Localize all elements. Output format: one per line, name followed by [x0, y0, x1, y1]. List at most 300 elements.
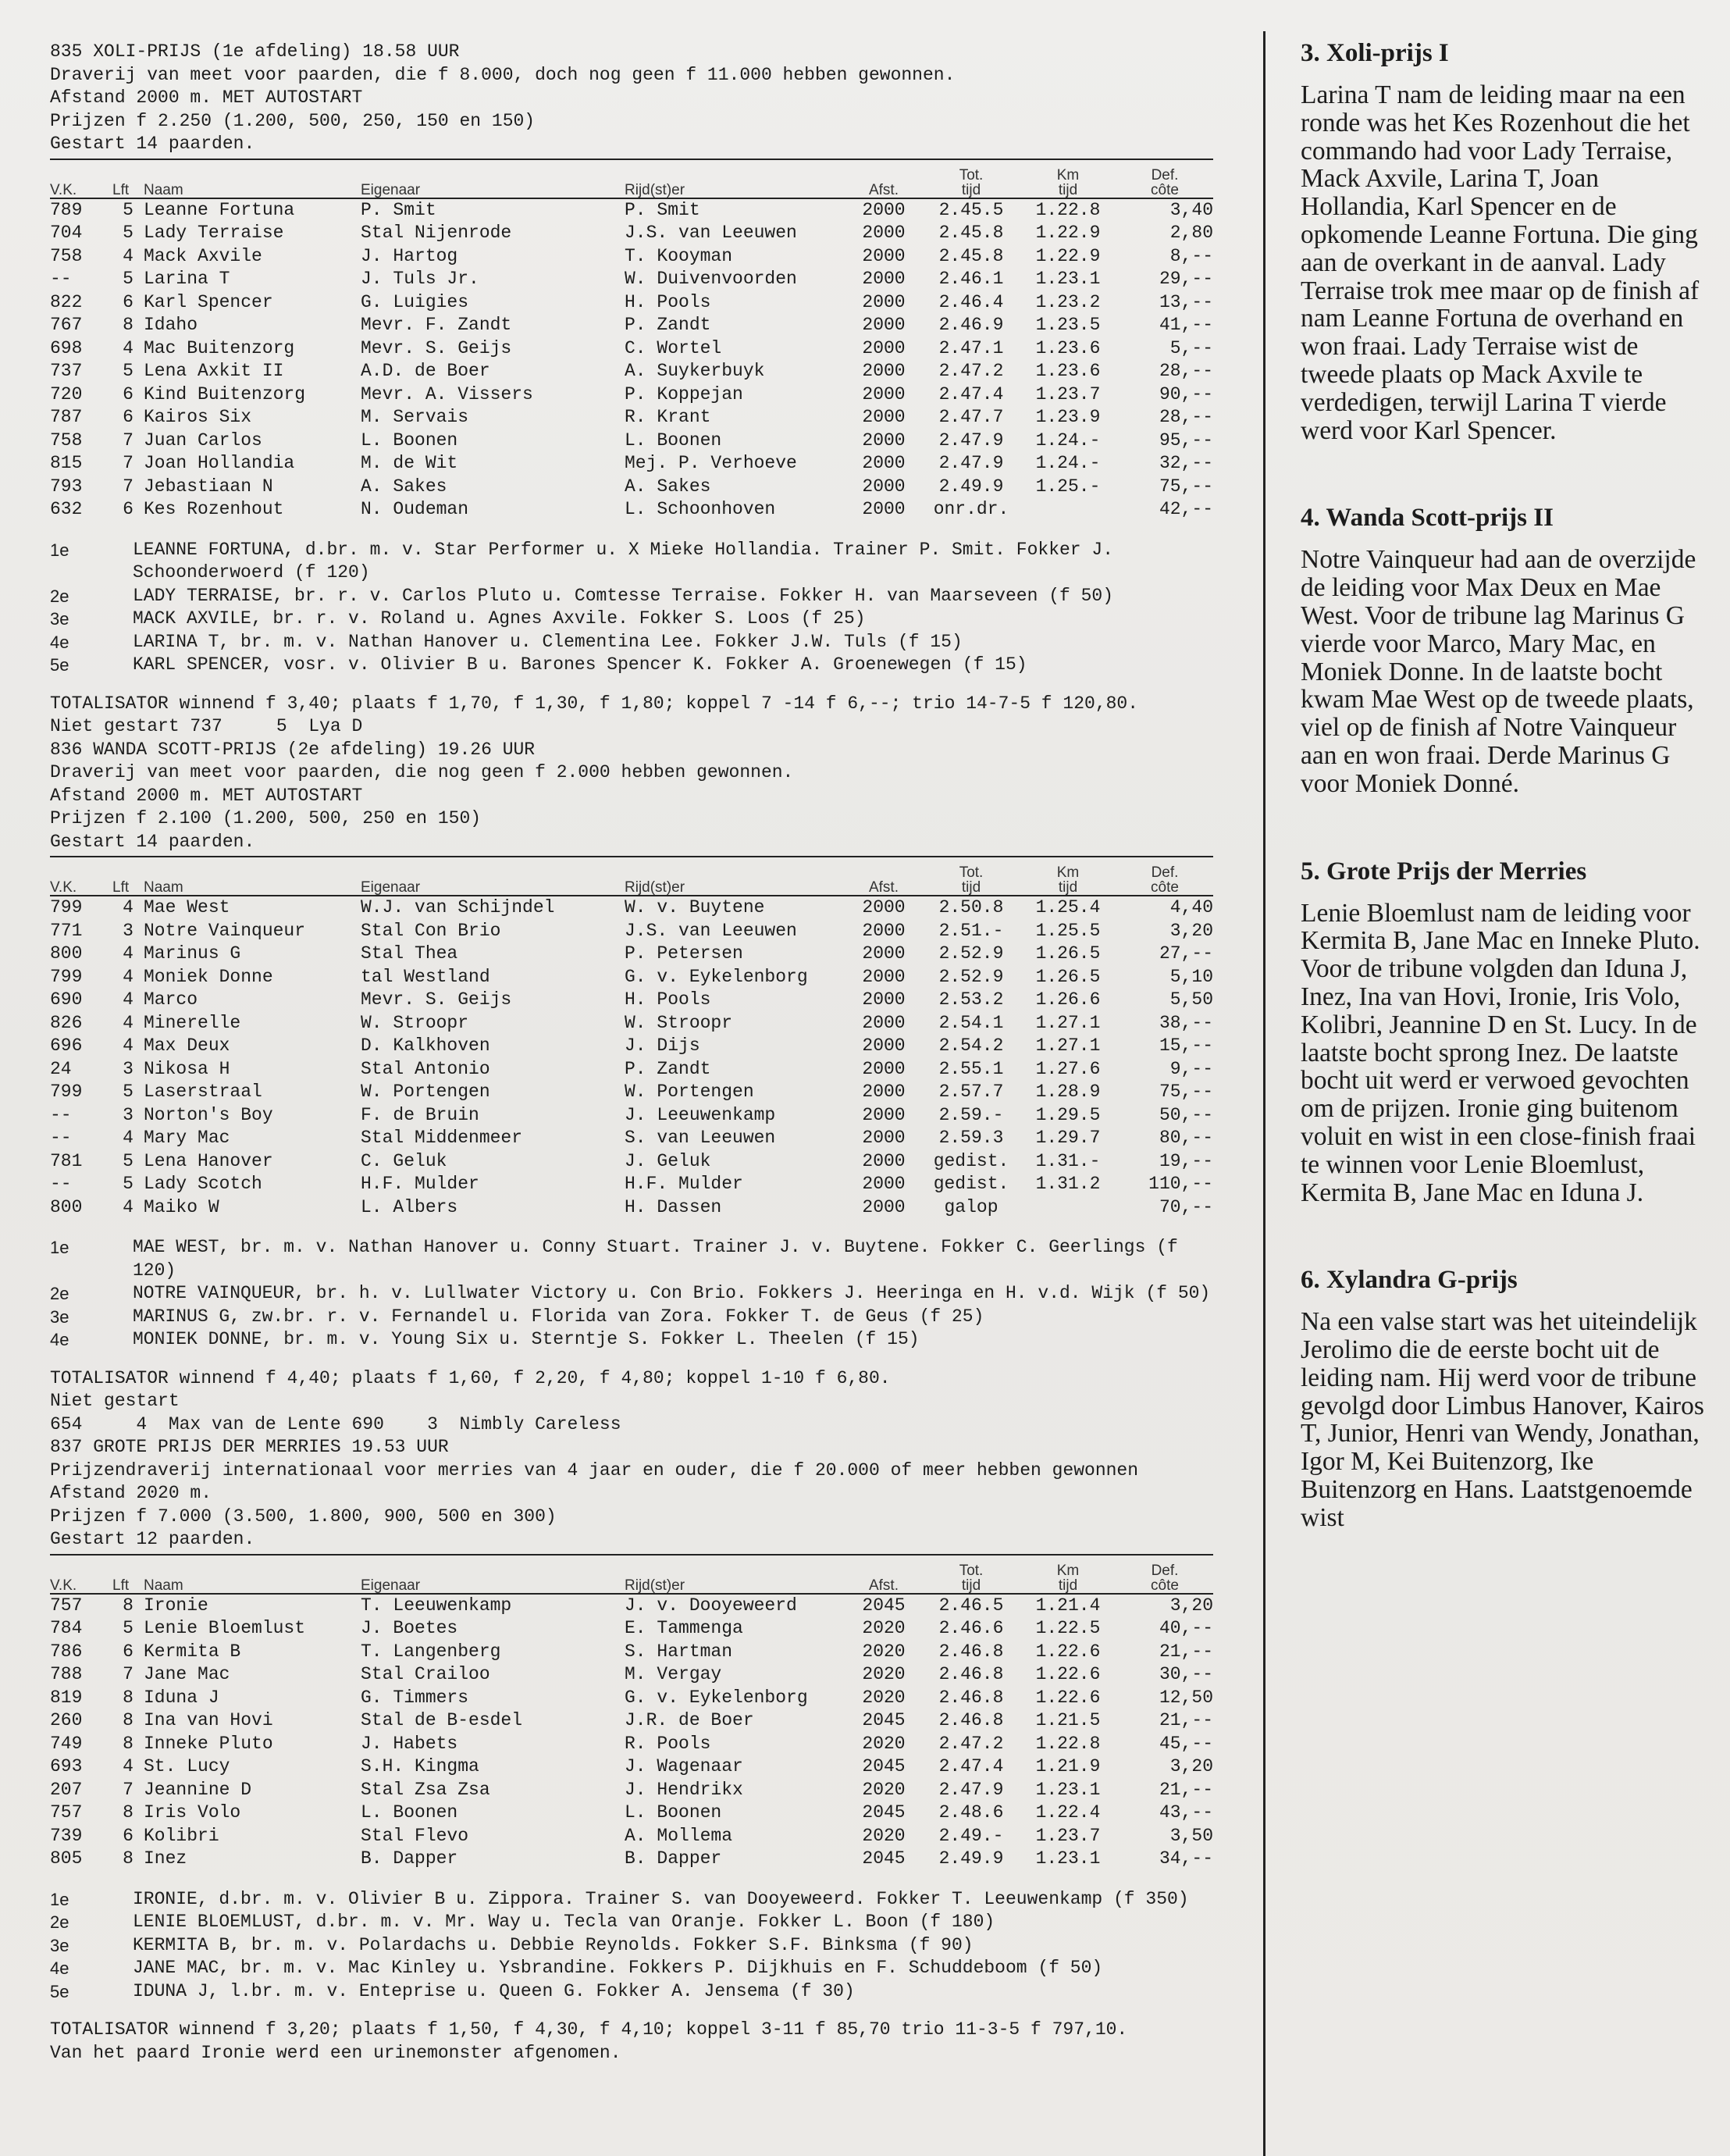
- cell-def-cote: 4,40: [1169, 897, 1213, 918]
- cell-naam: Jebastiaan N: [144, 476, 273, 497]
- cell-naam: Notre Vainqueur: [144, 920, 306, 941]
- cell-tot-tijd: 2.52.9: [938, 943, 1004, 964]
- cell-naam: Kairos Six: [144, 407, 252, 427]
- cell-def-cote: 27,--: [1159, 943, 1213, 964]
- cell-lft: 4: [123, 1196, 133, 1217]
- table-row: [50, 198, 1213, 223]
- cell-tot-tijd: 2.54.2: [938, 1035, 1004, 1056]
- cell-afst: 2020: [862, 1687, 906, 1708]
- cell-eigenaar: Stal de B-esdel: [361, 1710, 523, 1730]
- table-row: [50, 1035, 1213, 1058]
- table-row: [50, 1150, 1213, 1174]
- table-top-rule: [50, 1554, 1213, 1556]
- cell-afst: 2000: [862, 989, 906, 1010]
- table-row: [50, 1801, 1213, 1825]
- cell-afst: 2000: [862, 269, 906, 289]
- cell-rijder: R. Pools: [625, 1733, 711, 1754]
- cell-rijder: L. Schoonhoven: [625, 499, 776, 519]
- cell-def-cote: 3,20: [1169, 1756, 1213, 1776]
- race-prizes: Prijzen f 2.100 (1.200, 500, 250 en 150): [50, 808, 482, 829]
- placing-entry: [50, 608, 1221, 631]
- cell-naam: Iduna J: [144, 1687, 219, 1708]
- cell-def-cote: 38,--: [1159, 1012, 1213, 1033]
- cell-rijder: S. van Leeuwen: [625, 1128, 776, 1148]
- cell-afst: 2020: [862, 1618, 906, 1638]
- cell-vk: 784: [50, 1618, 83, 1638]
- cell-tot-tijd: 2.47.9: [938, 429, 1004, 451]
- cell-eigenaar: A. Sakes: [361, 476, 447, 497]
- placing-position: 5e: [50, 1981, 69, 2001]
- race-block: [50, 1436, 1221, 2065]
- cell-rijder: J. Leeuwenkamp: [625, 1104, 776, 1125]
- cell-tot-tijd: 2.50.8: [938, 897, 1004, 918]
- table-row: [50, 1196, 1213, 1223]
- cell-vk: 690: [50, 989, 83, 1010]
- cell-def-cote: 75,--: [1159, 476, 1213, 497]
- column-header-afst: Afst.: [868, 1577, 899, 1594]
- cell-afst: 2000: [862, 291, 906, 312]
- cell-rijder: E. Tammenga: [625, 1618, 743, 1638]
- cell-afst: 2045: [862, 1756, 906, 1776]
- cell-eigenaar: J. Habets: [361, 1733, 458, 1754]
- cell-eigenaar: H.F. Mulder: [361, 1174, 479, 1194]
- commentary-column: [1301, 37, 1707, 1590]
- cell-km-tijd: 1.25.5: [1035, 920, 1101, 941]
- cell-tot-tijd: 2.46.9: [938, 315, 1004, 335]
- cell-tot-tijd: 2.46.8: [938, 1710, 1004, 1730]
- race-distance: Afstand 2020 m.: [50, 1483, 212, 1503]
- placing-description: LENIE BLOEMLUST, d.br. m. v. Mr. Way u. Tecla van Oranje. Fokker L. Boon (f 180): [133, 1912, 995, 1932]
- race-title: 836 WANDA SCOTT-PRIJS (2e afdeling) 19.26 UUR: [50, 739, 536, 760]
- cell-km-tijd: 1.31.2: [1035, 1174, 1101, 1194]
- cell-rijder: H.F. Mulder: [625, 1174, 743, 1194]
- table-row: [50, 337, 1213, 361]
- table-row: [50, 896, 1213, 920]
- column-header-naam: Naam: [144, 1577, 183, 1594]
- cell-afst: 2020: [862, 1779, 906, 1800]
- cell-km-tijd: 1.29.5: [1035, 1104, 1101, 1125]
- cell-rijder: P. Petersen: [625, 943, 743, 964]
- cell-rijder: G. v. Eykelenborg: [625, 1687, 808, 1708]
- column-header-vk: V.K.: [50, 181, 77, 198]
- cell-afst: 2000: [862, 223, 906, 243]
- cell-eigenaar: tal Westland: [361, 966, 490, 987]
- table-row: [50, 498, 1213, 525]
- placing-position: 4e: [50, 632, 69, 652]
- cell-lft: 8: [123, 1733, 133, 1754]
- cell-vk: 693: [50, 1756, 83, 1776]
- cell-tot-tijd: 2.47.4: [938, 383, 1004, 404]
- cell-def-cote: 32,--: [1159, 453, 1213, 473]
- column-header-tot-tijd: Tot. tijd: [959, 1562, 984, 1594]
- placing-description: LEANNE FORTUNA, d.br. m. v. Star Performer u. X Mieke Hollandia. Trainer P. Smit. Fokker J. Schoonderwoerd (f 120): [133, 539, 1114, 583]
- cell-afst: 2000: [862, 943, 906, 964]
- column-header-tot-tijd: Tot. tijd: [959, 166, 984, 198]
- cell-vk: 758: [50, 429, 83, 451]
- cell-afst: 2045: [862, 1710, 906, 1730]
- results-table: [50, 1557, 1213, 1874]
- cell-def-cote: 21,--: [1159, 1710, 1213, 1730]
- table-row: [50, 406, 1213, 429]
- table-row: [50, 966, 1213, 989]
- commentary-section: [1301, 856, 1707, 1207]
- cell-lft: 7: [123, 453, 133, 473]
- cell-eigenaar: T. Langenberg: [361, 1641, 501, 1662]
- placing-description: IRONIE, d.br. m. v. Olivier B u. Zippora. Trainer S. van Dooyeweerd. Fokker T. Leeuwenkamp (f 350): [133, 1888, 1189, 1909]
- cell-afst: 2045: [862, 1802, 906, 1823]
- cell-naam: St. Lucy: [144, 1756, 230, 1776]
- column-header-rijder: Rijd(st)er: [625, 1577, 685, 1594]
- cell-km-tijd: 1.23.5: [1035, 315, 1101, 335]
- cell-tot-tijd: 2.46.5: [938, 1595, 1004, 1616]
- cell-afst: 2000: [862, 1128, 906, 1148]
- cell-afst: 2000: [862, 337, 906, 358]
- column-header-lft: Lft: [112, 181, 130, 198]
- cell-lft: 4: [123, 943, 133, 964]
- commentary-body: Lenie Bloemlust nam de leiding voor Kermita B, Jane Mac en Inneke Pluto. Voor de tribune volgden dan Iduna J, Inez, Ina van Hovi, Ironie, Iris Volo, Kolibri, Jeannine D en St. Lucy. In de laatste bocht sprong Inez. De laatste bocht uit werd er verwoed gevochten om de prijzen. Ironie ging buitenom voluit en wist in een close-finish fraai te winnen voor Lenie Bloemlust, Kermita B, Jane Mac en Iduna J.: [1301, 898, 1700, 1207]
- column-header-km-tijd: Km tijd: [1056, 1562, 1080, 1594]
- cell-def-cote: 3,50: [1169, 1825, 1213, 1846]
- cell-km-tijd: 1.21.5: [1035, 1710, 1101, 1730]
- cell-rijder: B. Dapper: [625, 1848, 722, 1869]
- cell-naam: Lady Scotch: [144, 1174, 262, 1194]
- cell-vk: 739: [50, 1825, 83, 1846]
- cell-naam: Ina van Hovi: [144, 1710, 273, 1730]
- commentary-title: 3. Xoli-prijs I: [1301, 39, 1449, 67]
- placing-position: 3e: [50, 1935, 69, 1955]
- cell-lft: 4: [123, 337, 133, 358]
- cell-afst: 2000: [862, 920, 906, 941]
- table-row: [50, 1012, 1213, 1035]
- placing-entry: [50, 1980, 1221, 2004]
- cell-tot-tijd: 2.45.8: [938, 245, 1004, 266]
- cell-vk: --: [50, 269, 72, 289]
- totalisator-line: Van het paard Ironie werd een urinemonster afgenomen.: [50, 2042, 621, 2063]
- cell-lft: 3: [123, 1104, 133, 1125]
- cell-km-tijd: 1.21.4: [1035, 1595, 1101, 1616]
- column-header-rijder: Rijd(st)er: [625, 879, 685, 896]
- cell-eigenaar: W. Stroopr: [361, 1012, 469, 1033]
- cell-eigenaar: Stal Antonio: [361, 1058, 490, 1079]
- cell-eigenaar: G. Luigies: [361, 291, 469, 312]
- cell-tot-tijd: 2.51.-: [938, 920, 1004, 941]
- cell-vk: 799: [50, 897, 83, 918]
- cell-naam: Max Deux: [144, 1035, 230, 1056]
- placing-entry: [50, 1934, 1221, 1958]
- cell-lft: 8: [123, 1595, 133, 1616]
- cell-lft: 7: [123, 1664, 133, 1684]
- cell-rijder: J. Geluk: [625, 1150, 711, 1171]
- cell-vk: 696: [50, 1035, 83, 1056]
- cell-rijder: Mej. P. Verhoeve: [625, 453, 797, 473]
- cell-eigenaar: Stal Middenmeer: [361, 1128, 523, 1148]
- cell-lft: 5: [123, 361, 133, 381]
- cell-km-tijd: 1.23.6: [1035, 361, 1101, 381]
- cell-lft: 4: [123, 1128, 133, 1148]
- placing-position: 2e: [50, 586, 69, 606]
- race-block: [50, 41, 1221, 739]
- table-row: [50, 1104, 1213, 1128]
- cell-afst: 2000: [862, 1150, 906, 1171]
- table-row: [50, 452, 1213, 476]
- cell-km-tijd: 1.26.6: [1035, 989, 1101, 1010]
- cell-km-tijd: 1.23.2: [1035, 291, 1101, 312]
- cell-km-tijd: 1.21.9: [1035, 1756, 1101, 1776]
- column-header-def-cote: Def. côte: [1151, 166, 1179, 198]
- column-header-km-tijd: Km tijd: [1056, 864, 1080, 896]
- totalisator-line: TOTALISATOR winnend f 3,40; plaats f 1,70, f 1,30, f 1,80; koppel 7 -14 f 6,--; trio 14-7-5 f 120,80.: [50, 693, 1139, 714]
- column-header-eigenaar: Eigenaar: [361, 1577, 421, 1594]
- cell-lft: 7: [123, 429, 133, 451]
- cell-afst: 2000: [862, 383, 906, 404]
- cell-afst: 2000: [862, 499, 906, 519]
- cell-naam: Joan Hollandia: [144, 453, 295, 473]
- cell-afst: 2000: [862, 1196, 906, 1217]
- totalisator: [50, 1367, 1221, 1437]
- cell-eigenaar: Stal Con Brio: [361, 920, 501, 941]
- cell-afst: 2000: [862, 1058, 906, 1079]
- placing-position: 1e: [50, 1238, 69, 1257]
- cell-vk: 771: [50, 920, 83, 941]
- cell-def-cote: 13,--: [1159, 291, 1213, 312]
- cell-afst: 2045: [862, 1595, 906, 1616]
- cell-vk: 720: [50, 383, 83, 404]
- cell-rijder: W. Stroopr: [625, 1012, 733, 1033]
- cell-vk: --: [50, 1128, 72, 1148]
- cell-lft: 7: [123, 476, 133, 497]
- cell-vk: 787: [50, 407, 83, 427]
- placing-position: 4e: [50, 1958, 69, 1978]
- placing-entry: [50, 1957, 1221, 1980]
- placing-description: IDUNA J, l.br. m. v. Enteprise u. Queen G. Fokker A. Jensema (f 30): [133, 1980, 855, 2001]
- cell-naam: Jeannine D: [144, 1779, 252, 1800]
- table-row: [50, 1058, 1213, 1082]
- cell-eigenaar: Stal Zsa Zsa: [361, 1779, 490, 1800]
- cell-def-cote: 70,--: [1159, 1196, 1213, 1217]
- cell-lft: 5: [123, 1174, 133, 1194]
- table-row: [50, 222, 1213, 245]
- column-header-vk: V.K.: [50, 879, 77, 896]
- cell-afst: 2000: [862, 476, 906, 497]
- cell-km-tijd: 1.22.4: [1035, 1802, 1101, 1823]
- placing-description: LARINA T, br. m. v. Nathan Hanover u. Clementina Lee. Fokker J.W. Tuls (f 15): [133, 631, 963, 652]
- column-header-afst: Afst.: [868, 181, 899, 198]
- cell-eigenaar: Mevr. S. Geijs: [361, 989, 512, 1010]
- commentary-section: [1301, 1264, 1707, 1531]
- cell-lft: 5: [123, 199, 133, 220]
- cell-def-cote: 75,--: [1159, 1082, 1213, 1102]
- cell-rijder: J. v. Dooyeweerd: [625, 1595, 797, 1616]
- cell-lft: 8: [123, 315, 133, 335]
- column-header-tot-tijd: Tot. tijd: [959, 864, 984, 896]
- cell-def-cote: 80,--: [1159, 1128, 1213, 1148]
- cell-eigenaar: J. Boetes: [361, 1618, 458, 1638]
- placing-entry: [50, 1888, 1221, 1912]
- placing-description: MACK AXVILE, br. r. v. Roland u. Agnes Axvile. Fokker S. Loos (f 25): [133, 608, 866, 629]
- cell-afst: 2000: [862, 245, 906, 266]
- cell-vk: 788: [50, 1664, 83, 1684]
- placings-list: [50, 539, 1221, 677]
- placing-entry: [50, 1911, 1221, 1934]
- cell-def-cote: 3,40: [1169, 199, 1213, 220]
- cell-def-cote: 45,--: [1159, 1733, 1213, 1754]
- cell-naam: Lenie Bloemlust: [144, 1618, 306, 1638]
- cell-rijder: J.S. van Leeuwen: [625, 920, 797, 941]
- commentary-title: 6. Xylandra G-prijs: [1301, 1266, 1518, 1295]
- placing-position: 3e: [50, 609, 69, 629]
- cell-tot-tijd: 2.47.2: [938, 1733, 1004, 1754]
- cell-def-cote: 40,--: [1159, 1618, 1213, 1638]
- cell-tot-tijd: 2.49.9: [938, 476, 1004, 497]
- cell-def-cote: 29,--: [1159, 269, 1213, 289]
- race-prizes: Prijzen f 7.000 (3.500, 1.800, 900, 500 en 300): [50, 1506, 557, 1527]
- cell-rijder: A. Suykerbuyk: [625, 361, 765, 381]
- cell-tot-tijd: 2.47.9: [938, 453, 1004, 473]
- cell-rijder: C. Wortel: [625, 337, 722, 358]
- cell-def-cote: 19,--: [1159, 1150, 1213, 1171]
- cell-lft: 4: [123, 966, 133, 987]
- cell-lft: 6: [123, 499, 133, 519]
- cell-def-cote: 12,50: [1159, 1687, 1213, 1708]
- table-row: [50, 383, 1213, 407]
- cell-lft: 3: [123, 920, 133, 941]
- cell-km-tijd: 1.22.6: [1035, 1664, 1101, 1684]
- cell-tot-tijd: gedist.: [933, 1150, 1009, 1171]
- cell-tot-tijd: 2.46.8: [938, 1664, 1004, 1684]
- cell-vk: 781: [50, 1150, 83, 1171]
- cell-rijder: P. Smit: [625, 199, 700, 220]
- table-row: [50, 1663, 1213, 1687]
- cell-km-tijd: 1.22.5: [1035, 1618, 1101, 1638]
- cell-naam: Juan Carlos: [144, 429, 262, 451]
- cell-naam: Mac Buitenzorg: [144, 337, 295, 358]
- placing-description: MAE WEST, br. m. v. Nathan Hanover u. Conny Stuart. Trainer J. v. Buytene. Fokker C. Geerlings (f 120): [133, 1237, 1178, 1281]
- cell-afst: 2000: [862, 897, 906, 918]
- cell-tot-tijd: 2.59.-: [938, 1104, 1004, 1125]
- totalisator-line: TOTALISATOR winnend f 3,20; plaats f 1,50, f 4,30, f 4,10; koppel 3-11 f 85,70 trio 11-3-5 f 797,10.: [50, 2019, 1128, 2040]
- cell-afst: 2000: [862, 429, 906, 451]
- placings-list: [50, 1888, 1221, 2004]
- cell-def-cote: 3,20: [1169, 920, 1213, 941]
- cell-tot-tijd: 2.54.1: [938, 1012, 1004, 1033]
- cell-tot-tijd: 2.45.5: [938, 199, 1004, 220]
- cell-naam: Inez: [144, 1848, 187, 1869]
- cell-tot-tijd: 2.49.9: [938, 1848, 1004, 1869]
- cell-eigenaar: D. Kalkhoven: [361, 1035, 490, 1056]
- placing-entry: [50, 539, 1221, 585]
- table-row: [50, 1687, 1213, 1710]
- cell-eigenaar: G. Timmers: [361, 1687, 469, 1708]
- cell-tot-tijd: onr.dr.: [933, 499, 1009, 519]
- cell-lft: 8: [123, 1687, 133, 1708]
- cell-lft: 3: [123, 1058, 133, 1079]
- cell-naam: Marinus G: [144, 943, 241, 964]
- cell-km-tijd: 1.23.9: [1035, 407, 1101, 427]
- cell-km-tijd: 1.23.1: [1035, 269, 1101, 289]
- cell-afst: 2000: [862, 1035, 906, 1056]
- cell-afst: 2000: [862, 315, 906, 335]
- cell-km-tijd: 1.22.6: [1035, 1641, 1101, 1662]
- cell-naam: Leanne Fortuna: [144, 199, 295, 220]
- cell-def-cote: 42,--: [1159, 499, 1213, 519]
- cell-km-tijd: [1020, 1196, 1116, 1223]
- cell-eigenaar: W. Portengen: [361, 1082, 490, 1102]
- cell-afst: 2020: [862, 1641, 906, 1662]
- commentary-body: Notre Vainqueur had aan de overzijde de leiding voor Max Deux en Mae West. Voor de tribune lag Marinus G vierde voor Marco, Mary Mac, en Moniek Donne. In de laatste bocht kwam Mae West op de tweede plaats, viel op de finish af Notre Vainqueur aan en won fraai. Derde Marinus G voor Moniek Donné.: [1301, 545, 1696, 798]
- cell-rijder: L. Boonen: [625, 1802, 722, 1823]
- placing-entry: [50, 631, 1221, 654]
- cell-rijder: W. v. Buytene: [625, 897, 765, 918]
- cell-eigenaar: N. Oudeman: [361, 499, 469, 519]
- placing-description: MARINUS G, zw.br. r. v. Fernandel u. Florida van Zora. Fokker T. de Geus (f 25): [133, 1306, 984, 1327]
- cell-eigenaar: A.D. de Boer: [361, 361, 490, 381]
- cell-lft: 5: [123, 1618, 133, 1638]
- cell-afst: 2000: [862, 966, 906, 987]
- table-row: [50, 1755, 1213, 1779]
- table-row: [50, 291, 1213, 315]
- cell-lft: 4: [123, 1012, 133, 1033]
- cell-vk: 789: [50, 199, 83, 220]
- cell-km-tijd: 1.26.5: [1035, 943, 1101, 964]
- cell-naam: Lena Axkit II: [144, 361, 284, 381]
- cell-lft: 4: [123, 897, 133, 918]
- cell-vk: 767: [50, 315, 83, 335]
- cell-def-cote: 2,80: [1169, 223, 1213, 243]
- cell-naam: Moniek Donne: [144, 966, 273, 987]
- cell-eigenaar: C. Geluk: [361, 1150, 447, 1171]
- cell-def-cote: 21,--: [1159, 1779, 1213, 1800]
- race-starters: Gestart 14 paarden.: [50, 831, 255, 852]
- cell-km-tijd: 1.25.-: [1035, 476, 1101, 497]
- race-prizes: Prijzen f 2.250 (1.200, 500, 250, 150 en 150): [50, 110, 536, 131]
- placing-position: 4e: [50, 1330, 69, 1349]
- cell-km-tijd: 1.28.9: [1035, 1082, 1101, 1102]
- cell-vk: 757: [50, 1802, 83, 1823]
- cell-km-tijd: 1.22.6: [1035, 1687, 1101, 1708]
- cell-rijder: H. Pools: [625, 989, 711, 1010]
- cell-def-cote: 28,--: [1159, 407, 1213, 427]
- table-row: [50, 360, 1213, 383]
- placing-entry: [50, 1282, 1221, 1306]
- race-starters: Gestart 12 paarden.: [50, 1529, 255, 1549]
- commentary-section: [1301, 37, 1707, 444]
- cell-km-tijd: 1.23.7: [1035, 383, 1101, 404]
- table-row: [50, 1617, 1213, 1641]
- cell-eigenaar: L. Albers: [361, 1196, 458, 1217]
- table-row: [50, 1127, 1213, 1150]
- table-row: [50, 1733, 1213, 1756]
- cell-afst: 2000: [862, 453, 906, 473]
- cell-afst: 2020: [862, 1825, 906, 1846]
- table-top-rule: [50, 159, 1213, 160]
- cell-def-cote: 5,10: [1169, 966, 1213, 987]
- cell-def-cote: 3,20: [1169, 1595, 1213, 1616]
- cell-eigenaar: M. Servais: [361, 407, 469, 427]
- placings-list: [50, 1236, 1221, 1352]
- column-header-lft: Lft: [112, 1577, 130, 1594]
- placing-description: KARL SPENCER, vosr. v. Olivier B u. Barones Spencer K. Fokker A. Groenewegen (f 15): [133, 654, 1027, 675]
- cell-vk: 786: [50, 1641, 83, 1662]
- cell-afst: 2000: [862, 407, 906, 427]
- column-header-rijder: Rijd(st)er: [625, 181, 685, 198]
- cell-afst: 2020: [862, 1664, 906, 1684]
- race-distance: Afstand 2000 m. MET AUTOSTART: [50, 87, 363, 108]
- cell-rijder: W. Duivenvoorden: [625, 269, 797, 289]
- table-row: [50, 314, 1213, 337]
- placing-entry: [50, 1328, 1221, 1352]
- cell-eigenaar: F. de Bruin: [361, 1104, 479, 1125]
- cell-eigenaar: Mevr. S. Geijs: [361, 337, 512, 358]
